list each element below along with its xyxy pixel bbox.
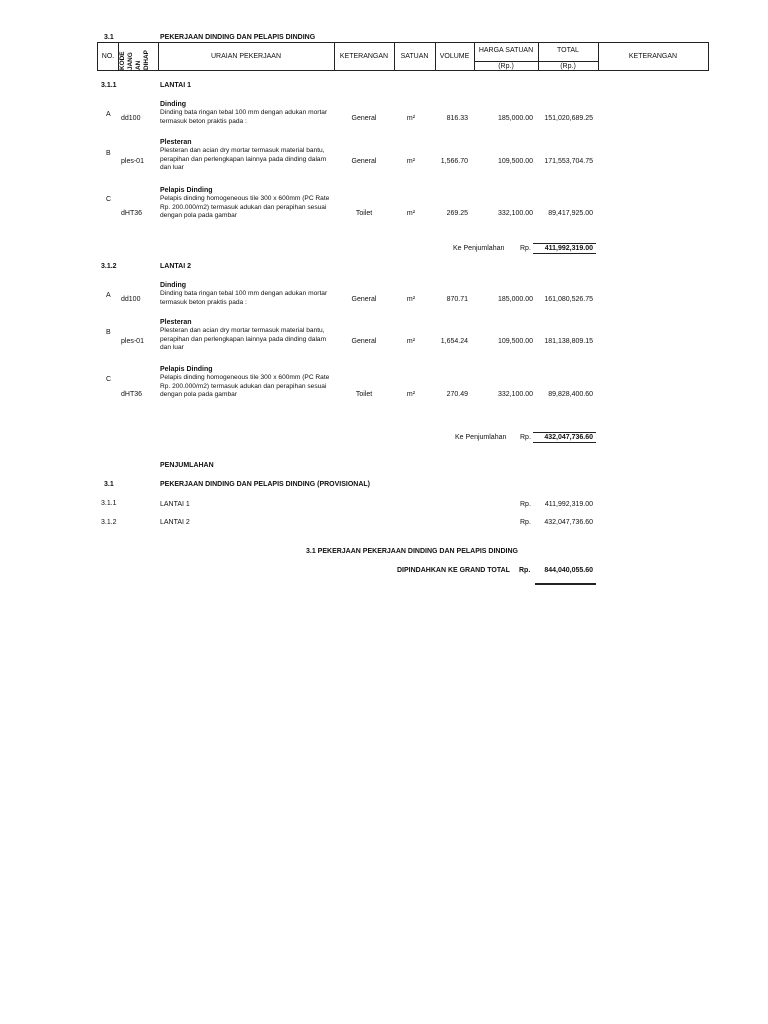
subtotal-rp: Rp. bbox=[520, 434, 531, 441]
item-letter: B bbox=[106, 329, 111, 336]
item-volume: 269.25 bbox=[446, 210, 468, 217]
item-total: 181,138,809.15 bbox=[544, 338, 593, 345]
subtotal-rp: Rp. bbox=[520, 245, 531, 252]
header-volume: VOLUME bbox=[439, 53, 470, 60]
item-heading: Plesteran bbox=[160, 319, 192, 326]
item-unit: m² bbox=[406, 391, 416, 398]
item-total: 89,828,400.60 bbox=[548, 391, 593, 398]
item-total: 161,080,526.75 bbox=[544, 296, 593, 303]
summary-row-label: LANTAI 2 bbox=[160, 519, 190, 526]
header-keterangan: KETERANGAN bbox=[339, 53, 389, 60]
floor-number: 3.1.1 bbox=[101, 82, 117, 89]
item-total: 151,020,689.25 bbox=[544, 115, 593, 122]
header-kode-2: JANG bbox=[127, 52, 134, 70]
item-unit: m² bbox=[406, 158, 416, 165]
item-keterangan: Toilet bbox=[355, 210, 373, 217]
header-harga: HARGA SATUAN bbox=[478, 47, 534, 54]
subtotal-top-rule bbox=[533, 432, 596, 433]
item-code: ples-01 bbox=[121, 338, 144, 345]
item-heading: Pelapis Dinding bbox=[160, 366, 213, 373]
item-total: 89,417,925.00 bbox=[548, 210, 593, 217]
item-code: dHT36 bbox=[121, 391, 143, 398]
item-description: Plesteran dan acian dry mortar termasuk material bantu, perapihan dan perlengkapan lainnya pada dinding dalam dan luar bbox=[160, 147, 327, 172]
header-kode-4: DIHAP bbox=[143, 50, 150, 70]
grand-total-label: DIPINDAHKAN KE GRAND TOTAL bbox=[397, 567, 510, 574]
item-unit: m² bbox=[406, 210, 416, 217]
item-code: dd100 bbox=[121, 115, 141, 122]
item-unit: m² bbox=[406, 338, 416, 345]
item-price: 109,500.00 bbox=[497, 338, 533, 345]
subtotal-label: Ke Penjumlahan bbox=[455, 434, 507, 441]
subtotal-value: 411,992,319.00 bbox=[544, 245, 593, 252]
item-heading: Pelapis Dinding bbox=[160, 187, 213, 194]
summary-section-title: PEKERJAAN DINDING DAN PELAPIS DINDING (PROVISIONAL) bbox=[160, 481, 371, 488]
summary-row-rp: Rp. bbox=[520, 519, 531, 526]
item-description: Plesteran dan acian dry mortar termasuk material bantu, perapihan dan perlengkapan lainnya pada dinding dalam dan luar bbox=[160, 327, 327, 352]
header-kode-3: AN bbox=[135, 60, 142, 70]
grand-total-rule bbox=[535, 583, 596, 585]
item-unit: m² bbox=[406, 115, 416, 122]
item-unit: m² bbox=[406, 296, 416, 303]
header-total: TOTAL bbox=[557, 47, 579, 54]
item-total: 171,553,704.75 bbox=[544, 158, 593, 165]
item-keterangan: General bbox=[351, 338, 377, 345]
subtotal-top-rule bbox=[533, 243, 596, 244]
header-keterangan-2: KETERANGAN bbox=[628, 53, 678, 60]
item-price: 332,100.00 bbox=[497, 210, 533, 217]
item-code: dHT36 bbox=[121, 210, 143, 217]
item-heading: Dinding bbox=[160, 101, 187, 108]
header-harga-rp: (Rp.) bbox=[498, 63, 514, 70]
summary-row-number: 3.1.1 bbox=[101, 500, 117, 507]
item-code: ples-01 bbox=[121, 158, 144, 165]
item-keterangan: General bbox=[351, 158, 377, 165]
item-price: 109,500.00 bbox=[497, 158, 533, 165]
item-letter: B bbox=[106, 150, 111, 157]
summary-row-rp: Rp. bbox=[520, 501, 531, 508]
item-heading: Plesteran bbox=[160, 139, 192, 146]
item-price: 332,100.00 bbox=[497, 391, 533, 398]
floor-title: LANTAI 2 bbox=[160, 263, 191, 270]
item-keterangan: General bbox=[351, 296, 377, 303]
item-volume: 1,566.70 bbox=[440, 158, 468, 165]
item-letter: C bbox=[106, 196, 112, 203]
summary-title: PENJUMLAHAN bbox=[160, 462, 214, 469]
item-description: Pelapis dinding homogeneous tile 300 x 600mm (PC Rate Rp. 200.000/m2) termasuk adukan dan perapihan sesuai dengan pola pada gambar bbox=[160, 374, 330, 399]
grand-total-value: 844,040,055.60 bbox=[544, 567, 593, 574]
item-heading: Dinding bbox=[160, 282, 187, 289]
item-description: Pelapis dinding homogeneous tile 300 x 600mm (PC Rate Rp. 200.000/m2) termasuk adukan dan perapihan sesuai dengan pola pada gambar bbox=[160, 195, 330, 220]
item-letter: A bbox=[106, 292, 111, 299]
item-keterangan: General bbox=[351, 115, 377, 122]
item-keterangan: Toilet bbox=[355, 391, 373, 398]
item-letter: C bbox=[106, 376, 112, 383]
subtotal-bottom-rule bbox=[533, 442, 596, 443]
summary-row-number: 3.1.2 bbox=[101, 519, 117, 526]
floor-number: 3.1.2 bbox=[101, 263, 117, 270]
subtotal-label: Ke Penjumlahan bbox=[453, 245, 505, 252]
item-description: Dinding bata ringan tebal 100 mm dengan adukan mortar termasuk beton praktis pada : bbox=[160, 109, 328, 125]
header-no: NO. bbox=[101, 53, 115, 60]
item-letter: A bbox=[106, 111, 111, 118]
item-price: 185,000.00 bbox=[497, 115, 533, 122]
item-volume: 270.49 bbox=[446, 391, 468, 398]
section-number: 3.1 bbox=[104, 34, 114, 41]
header-satuan: SATUAN bbox=[400, 53, 429, 60]
summary-row-value: 432,047,736.60 bbox=[544, 519, 593, 526]
section-title: PEKERJAAN DINDING DAN PELAPIS DINDING bbox=[160, 34, 316, 41]
floor-title: LANTAI 1 bbox=[160, 82, 191, 89]
item-volume: 870.71 bbox=[446, 296, 468, 303]
item-description: Dinding bata ringan tebal 100 mm dengan adukan mortar termasuk beton praktis pada : bbox=[160, 290, 328, 306]
summary-row-label: LANTAI 1 bbox=[160, 501, 190, 508]
summary-section-number: 3.1 bbox=[104, 481, 114, 488]
item-volume: 816.33 bbox=[446, 115, 468, 122]
grand-total-rp: Rp. bbox=[519, 567, 531, 574]
table-header bbox=[97, 42, 709, 71]
subtotal-value: 432,047,736.60 bbox=[544, 434, 593, 441]
header-uraian: URAIAN PEKERJAAN bbox=[210, 53, 282, 60]
item-price: 185,000.00 bbox=[497, 296, 533, 303]
final-title: 3.1 PEKERJAAN PEKERJAAN DINDING DAN PELAPIS DINDING bbox=[306, 548, 518, 555]
header-kode-1: KODE bbox=[119, 51, 126, 70]
header-total-rp: (Rp.) bbox=[560, 63, 576, 70]
subtotal-bottom-rule bbox=[533, 253, 596, 254]
item-code: dd100 bbox=[121, 296, 141, 303]
item-volume: 1,654.24 bbox=[440, 338, 468, 345]
summary-row-value: 411,992,319.00 bbox=[544, 501, 593, 508]
